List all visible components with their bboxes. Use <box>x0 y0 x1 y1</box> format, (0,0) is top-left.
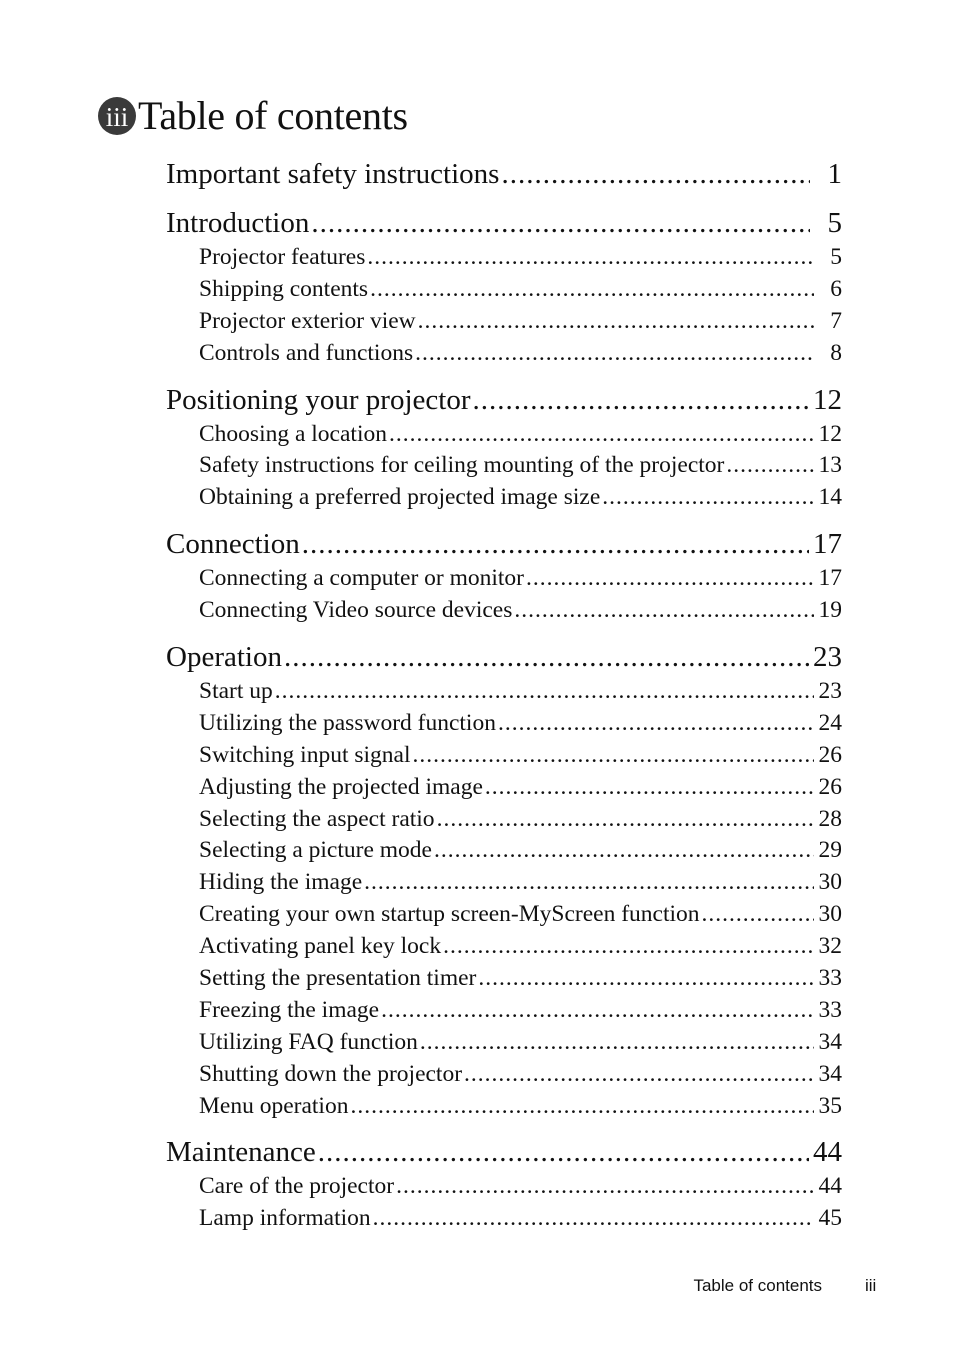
toc-subsection-page: 45 <box>818 1205 842 1232</box>
toc-subsection-title: Start up <box>199 678 273 705</box>
toc-chapter-entry[interactable] <box>166 381 842 419</box>
toc-subsection-page: 29 <box>818 837 842 864</box>
toc-subsection-page: 23 <box>818 678 842 705</box>
dot-leader <box>318 1133 809 1171</box>
toc-subsection-entry[interactable] <box>166 1091 842 1123</box>
toc-subsection-entry[interactable] <box>166 1203 842 1235</box>
toc-section <box>166 381 842 515</box>
toc-subsection-entry[interactable] <box>166 563 842 595</box>
toc-chapter-page: 23 <box>813 641 842 674</box>
dot-leader <box>602 482 814 514</box>
page-heading <box>98 88 408 144</box>
toc-subsection-page: 34 <box>818 1028 842 1055</box>
dot-leader <box>302 525 809 563</box>
toc-subsection-page: 6 <box>830 275 842 302</box>
toc-subsection-entry[interactable] <box>166 963 842 995</box>
dot-leader <box>498 708 814 740</box>
page-footer <box>0 1276 954 1298</box>
toc-subsection-title: Choosing a location <box>199 420 387 447</box>
dot-leader <box>437 804 814 836</box>
dot-leader <box>350 1091 814 1123</box>
toc-subsection-title: Selecting the aspect ratio <box>199 805 435 832</box>
toc-subsection-title: Freezing the image <box>199 996 380 1023</box>
toc-subsection-title: Projector exterior view <box>199 307 416 334</box>
toc-subsection-entry[interactable] <box>166 676 842 708</box>
dot-leader <box>514 595 814 627</box>
toc-section <box>166 204 842 370</box>
dot-leader <box>415 338 814 370</box>
toc-subsection-page: 26 <box>818 741 842 768</box>
toc-subsection-title: Menu operation <box>199 1092 349 1119</box>
toc-subsection-title: Shipping contents <box>199 275 369 302</box>
toc-section <box>166 155 842 193</box>
dot-leader <box>472 381 809 419</box>
toc-subsection-page: 14 <box>818 484 842 511</box>
toc-chapter-entry[interactable] <box>166 204 842 242</box>
toc-subsection-title: Controls and functions <box>199 339 414 366</box>
dot-leader <box>464 1059 814 1091</box>
toc-chapter-entry[interactable] <box>166 1133 842 1171</box>
toc-subsection-title: Projector features <box>199 244 366 270</box>
toc-chapter-page: 17 <box>813 528 842 561</box>
toc-section <box>166 638 842 1122</box>
toc-chapter-title: Important safety instructions <box>166 158 500 190</box>
toc-subsection-title: Switching input signal <box>199 741 411 768</box>
toc-chapter-title: Connection <box>166 528 300 561</box>
toc-subsection-entry[interactable] <box>166 804 842 836</box>
dot-leader <box>413 740 815 772</box>
toc-subsection-list <box>166 676 842 1122</box>
toc-subsection-title: Utilizing the password function <box>199 709 496 736</box>
toc-subsection-title: Shutting down the projector <box>199 1060 463 1087</box>
toc-chapter-title: Maintenance <box>166 1136 316 1169</box>
toc-section <box>166 1133 842 1235</box>
toc-subsection-page: 33 <box>818 965 842 992</box>
toc-chapter-page: 12 <box>813 383 842 416</box>
dot-leader <box>381 995 814 1027</box>
footer-page-number: iii <box>865 1276 877 1295</box>
toc-subsection-page: 34 <box>818 1060 842 1087</box>
dot-leader <box>373 1203 814 1235</box>
toc-subsection-page: 19 <box>818 597 842 624</box>
toc-chapter-page: 44 <box>813 1136 842 1169</box>
toc-subsection-entry[interactable] <box>166 899 842 931</box>
toc-subsection-page: 30 <box>818 869 842 896</box>
page-title: Table of contents <box>138 93 408 138</box>
toc-subsection-title: Lamp information <box>199 1205 371 1232</box>
page-number-badge: iii <box>98 97 136 135</box>
dot-leader <box>364 867 814 899</box>
dot-leader <box>275 676 814 708</box>
toc-subsection-entry[interactable] <box>166 482 842 514</box>
toc-subsection-entry[interactable] <box>166 995 842 1027</box>
toc-section <box>166 525 842 627</box>
toc-chapter-entry[interactable] <box>166 155 842 193</box>
toc-subsection-page: 24 <box>818 709 842 736</box>
toc-subsection-entry[interactable] <box>166 740 842 772</box>
dot-leader <box>434 835 814 867</box>
toc-subsection-page: 44 <box>818 1173 842 1200</box>
toc-subsection-title: Creating your own startup screen-MyScreen function <box>199 901 700 928</box>
toc-subsection-entry[interactable] <box>166 1059 842 1091</box>
toc-subsection-page: 32 <box>818 933 842 960</box>
toc-subsection-entry[interactable] <box>166 1027 842 1059</box>
toc-chapter-entry[interactable] <box>166 525 842 563</box>
dot-leader <box>501 155 810 193</box>
toc-subsection-page: 17 <box>818 565 842 592</box>
toc-subsection-entry[interactable] <box>166 708 842 740</box>
dot-leader <box>284 638 809 676</box>
toc-subsection-page: 13 <box>818 452 842 479</box>
toc-subsection-title: Activating panel key lock <box>199 933 442 960</box>
dot-leader <box>726 450 814 482</box>
dot-leader <box>485 772 814 804</box>
toc-subsection-page: 35 <box>818 1092 842 1119</box>
toc-subsection-entry[interactable] <box>166 306 842 338</box>
toc-chapter-entry[interactable] <box>166 638 842 676</box>
toc-subsection-title: Hiding the image <box>199 869 363 896</box>
toc-subsection-list <box>166 1171 842 1235</box>
toc-subsection-entry[interactable] <box>166 931 842 963</box>
toc-subsection-title: Connecting Video source devices <box>199 597 513 624</box>
toc-chapter-title: Positioning your projector <box>166 383 471 416</box>
toc-subsection-title: Selecting a picture mode <box>199 837 432 864</box>
dot-leader <box>311 204 810 242</box>
table-of-contents <box>166 155 842 1235</box>
toc-subsection-entry[interactable] <box>166 419 842 451</box>
toc-subsection-title: Care of the projector <box>199 1173 395 1200</box>
toc-subsection-page: 7 <box>830 307 842 334</box>
dot-leader <box>443 931 814 963</box>
toc-subsection-title: Setting the presentation timer <box>199 965 477 992</box>
dot-leader <box>367 242 814 274</box>
toc-subsection-list <box>166 419 842 515</box>
dot-leader <box>370 274 814 306</box>
toc-subsection-title: Obtaining a preferred projected image size <box>199 484 601 511</box>
toc-subsection-entry[interactable] <box>166 867 842 899</box>
toc-subsection-entry[interactable] <box>166 595 842 627</box>
toc-subsection-page: 12 <box>818 420 842 447</box>
toc-subsection-entry[interactable] <box>166 772 842 804</box>
toc-subsection-page: 33 <box>818 996 842 1023</box>
dot-leader <box>418 306 814 338</box>
toc-chapter-title: Introduction <box>166 207 310 239</box>
toc-subsection-title: Adjusting the projected image <box>199 773 483 800</box>
dot-leader <box>478 963 814 995</box>
toc-subsection-list <box>166 242 842 370</box>
toc-chapter-page: 1 <box>827 158 842 190</box>
toc-subsection-page: 8 <box>830 339 842 366</box>
toc-subsection-title: Connecting a computer or monitor <box>199 565 525 592</box>
dot-leader <box>526 563 814 595</box>
toc-chapter-page: 5 <box>827 207 842 239</box>
dot-leader <box>396 1171 814 1203</box>
toc-subsection-title: Safety instructions for ceiling mounting of the projector <box>199 452 725 479</box>
dot-leader <box>420 1027 814 1059</box>
toc-subsection-page: 5 <box>830 244 842 270</box>
toc-subsection-entry[interactable] <box>166 835 842 867</box>
toc-subsection-page: 26 <box>818 773 842 800</box>
footer-title: Table of contents <box>693 1276 822 1295</box>
dot-leader <box>702 899 814 931</box>
toc-subsection-title: Utilizing FAQ function <box>199 1028 418 1055</box>
toc-subsection-entry[interactable] <box>166 274 842 306</box>
toc-subsection-page: 28 <box>818 805 842 832</box>
dot-leader <box>389 419 814 451</box>
toc-subsection-entry[interactable] <box>166 338 842 370</box>
toc-subsection-entry[interactable] <box>166 242 842 274</box>
toc-subsection-page: 30 <box>818 901 842 928</box>
toc-chapter-title: Operation <box>166 641 282 674</box>
toc-subsection-list <box>166 563 842 627</box>
toc-subsection-entry[interactable] <box>166 1171 842 1203</box>
toc-subsection-entry[interactable] <box>166 450 842 482</box>
